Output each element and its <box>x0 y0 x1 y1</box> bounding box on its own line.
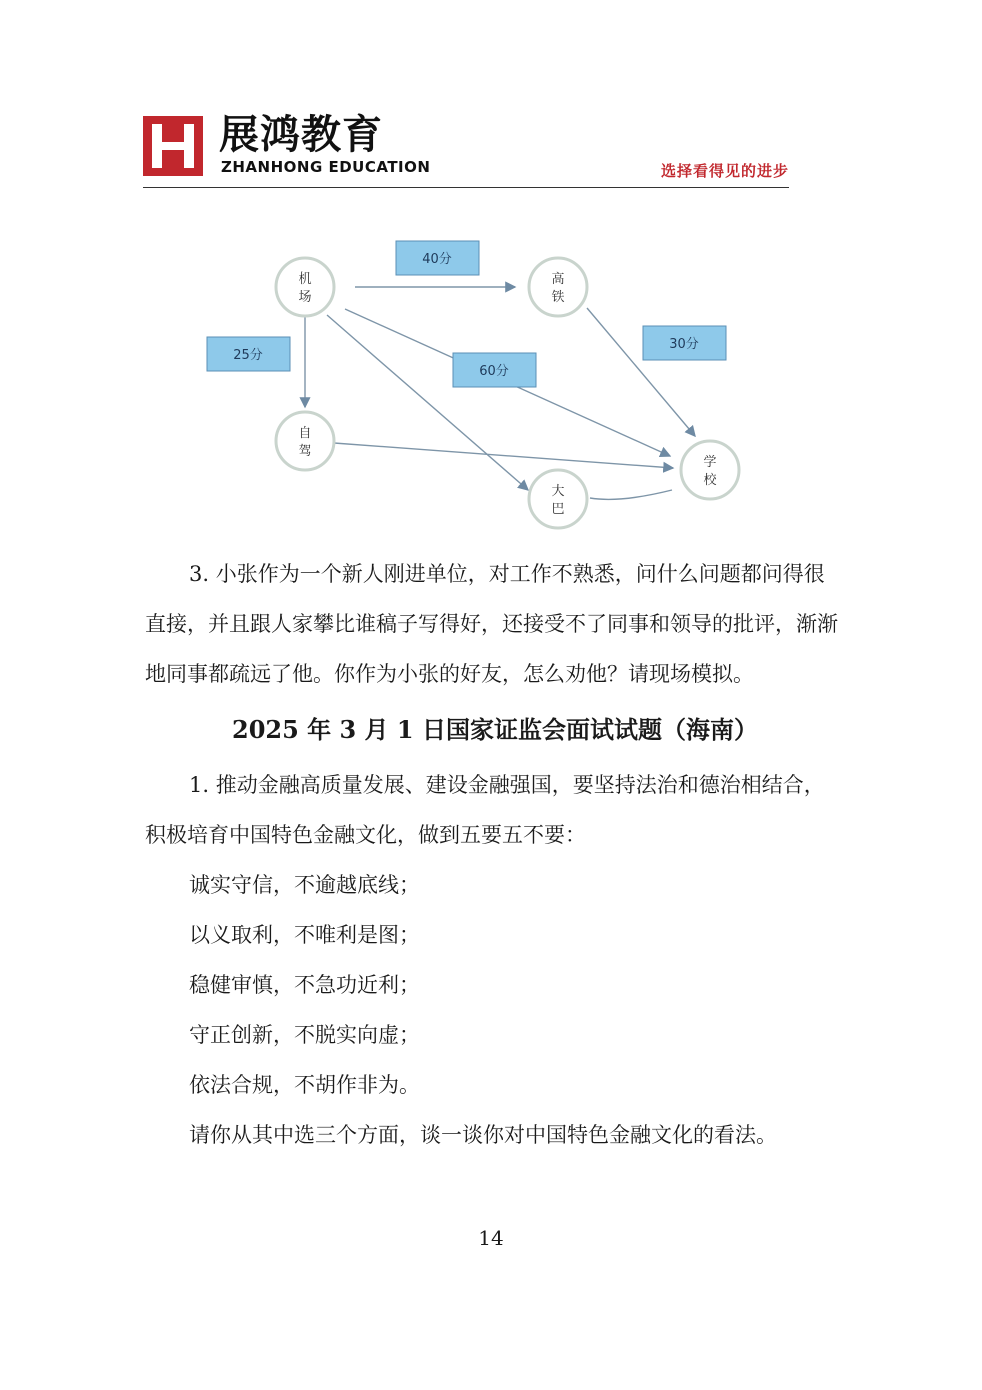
edge-airport-bus <box>327 315 528 490</box>
node-self-drive <box>276 412 334 470</box>
section-title: 2025 年 3 月 1 日国家证监会面试试题（海南） <box>232 715 758 744</box>
svg-text:校: 校 <box>703 473 717 488</box>
svg-text:铁: 铁 <box>551 290 565 305</box>
question-1-ask: 请你从其中选三个方面，谈一谈你对中国特色金融文化的看法。 <box>189 1123 777 1147</box>
edge-self-drive-school <box>334 443 673 468</box>
question-1 <box>145 760 845 1160</box>
svg-text:40分: 40分 <box>422 252 452 267</box>
svg-text:自: 自 <box>298 426 312 441</box>
svg-text:30分: 30分 <box>669 337 699 352</box>
principle-item: 守正创新，不脱实向虚； <box>189 1023 420 1047</box>
svg-text:高: 高 <box>551 272 565 287</box>
node-bus <box>529 470 587 528</box>
svg-text:场: 场 <box>298 290 312 305</box>
svg-text:机: 机 <box>298 272 312 287</box>
question-3-text: 3. 小张作为一个新人刚进单位，对工作不熟悉，问什么问题都问得很直接，并且跟人家攀比谁稿子写得好，还接受不了同事和领导的批评，渐渐地同事都疏远了他。你作为小张的好友，怎么劝他？请现场模拟。 <box>145 562 838 686</box>
question-1-intro: 1. 推动金融高质量发展、建设金融强国，要坚持法治和德治相结合，积极培育中国特色金融文化，做到五要五不要： <box>145 773 825 847</box>
brand-name-en: ZHANHONG EDUCATION <box>221 158 431 176</box>
header-slogan: 选择看得见的进步 <box>660 162 789 180</box>
question-3 <box>145 549 845 699</box>
svg-text:巴: 巴 <box>551 502 565 517</box>
label-30min <box>643 326 726 360</box>
svg-text:60分: 60分 <box>479 364 509 379</box>
svg-text:25分: 25分 <box>233 348 263 363</box>
node-airport <box>276 258 334 316</box>
commute-diagram <box>0 0 982 540</box>
svg-text:大: 大 <box>551 484 565 499</box>
node-school <box>681 441 739 499</box>
brand-name-cn: 展鸿教育 <box>219 112 383 158</box>
diagram-edges <box>305 287 695 499</box>
node-rail <box>529 258 587 316</box>
principle-item: 以义取利，不唯利是图； <box>189 923 420 947</box>
svg-text:学: 学 <box>703 455 717 470</box>
principle-item: 稳健审慎，不急功近利； <box>189 973 420 997</box>
principle-item: 依法合规，不胡作非为。 <box>189 1073 420 1097</box>
label-40min <box>396 241 479 275</box>
principle-item: 诚实守信，不逾越底线； <box>189 873 420 897</box>
label-25min <box>207 337 290 371</box>
label-60min <box>453 353 536 387</box>
svg-text:驾: 驾 <box>298 444 312 459</box>
edge-bus-school <box>590 490 672 499</box>
page-number: 14 <box>478 1226 504 1250</box>
